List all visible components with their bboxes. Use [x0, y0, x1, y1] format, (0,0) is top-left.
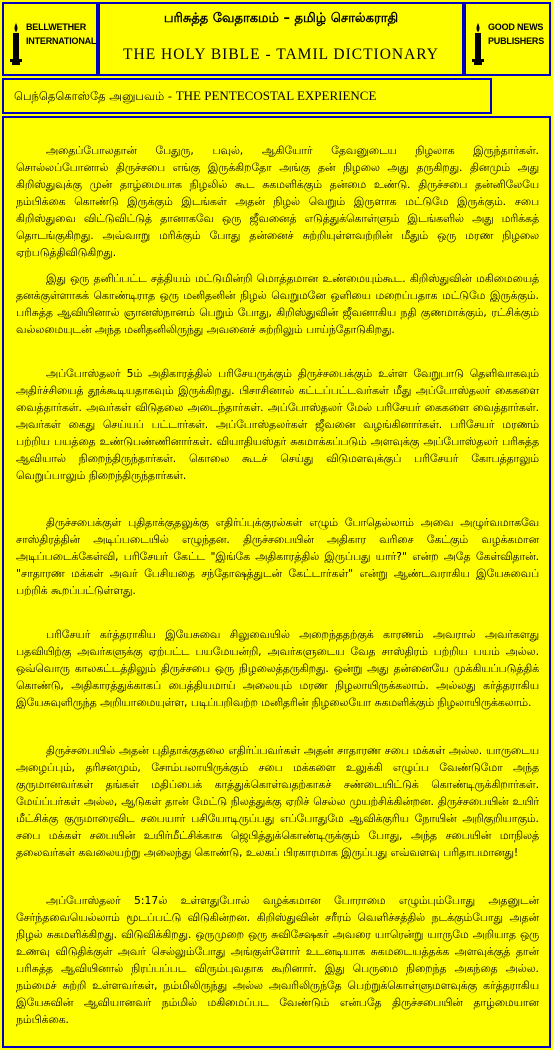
- paragraph: திருச்சபையில் அதன் புதிதாக்குதலை எதிர்ப்பவர்கள் அதன் சாதாரண சபை மக்கள் அல்ல. யாருடைய அழைப்பும், தரிசனமும், சோம்பலாயிருக்கும் சபை மக்களை உலுக்கி எழுப்ப வேண்டுமோ அந்த குருமானவர்கள் தங்கள் மதிப்பைக் காத்துக்கொள்வதற்காகச் சண்டையிட்டுக் கொண்டிருக்கிறார்கள். மேய்ப்பர்கள் அல்ல, ஆடுகள் தான் மேட்டு நிலத்துக்கு ஏறிச் செல்ல முயற்சிக்கின்றன. திருச்சபையின் உயிர் மீட்சிக்கு குருமாரைவிட சபையார் பசியோடிருப்பது எப்போதுமே ஆவிக்குரிய நோயின் அறிகுறியாகும். சபை மக்கள் சபையின் உயிர்மீட்சிக்காக ஜெபித்துக்கொண்டிருக்கும் போது, அந்த சபையின் மாநிலத் தலைவர்கள் கவலையற்று அலைந்து கொண்டு, உலகப் பிரகாரமாக இருப்பது எவ்வளவு பரிதாபமானது!: [16, 744, 539, 859]
- paragraph: அப்போஸ்தலர் 5ம் அதிகாரத்தில் பரிசேயருக்கும் திருச்சபைக்கும் உள்ள வேறுபாடு தெளிவாகவும் அதிர்ச்சியைத் தூக்கூடியதாகவும் இருக்கிறது. பிசாசினால் கட்டப்பட்டவர்கள் மீது அப்போஸ்தலர் கைகளை வைத்தார்கள். அவர்கள் விடுதலை அடைந்தார்கள். அப்போஸ்தலர் மேல் பரிசேயர் கைகளை வைத்தார்கள். அவர்கள் கைது செய்யப் பட்டார்கள். அப்போஸ்தலர்கள் ஜீவனை வழங்கினார்கள். பரிசேயர் மரணம் பற்றிய பயத்தை உண்டுபண்ணினார்கள். வியாதியஸ்தர் சுகமாக்கப்படும் அளவுக்கு அப்போஸ்தலர் பரிசுத்த ஆவியால் நிறைந்திருந்தார்கள். கொலை கூடச் செய்து விடுமளவுக்குப் பரிசேயர் கோபத்தாலும் வெறுப்பாலும் நிறைந்திருந்தார்கள்.: [16, 367, 539, 482]
- title-english: THE HOLY BIBLE - TAMIL DICTIONARY: [123, 46, 439, 63]
- title-tamil: பரிசுத்த வேதாகமம் – தமிழ் சொல்கராதி: [163, 11, 399, 26]
- paragraph: திருச்சபைக்குள் புதிதாக்குதலுக்கு எதிர்ப்புக்குரல்கள் எழும் போதெல்லாம் அவை அழுர்வமாகவே சாஸ்திரத்தின் அடிப்படையில் எழுந்தன. திருச்சபையின் அதிகார வரிசை கேட்கும் வழக்கமான அடிப்படைக்கேள்வி, பரிசேயர் கேட்ட "இங்கே அதிகாரத்தில் இருப்பது யார்?" என்ற அதே கேள்விதான். "சாதாரண மக்கள் அவர் பேசியதை சந்தோஷத்துடன் கேட்டார்கள்" என்று ஆண்டவராகிய இயேசுவைப் பற்றிக் கூறப்பட்டுள்ளது.: [16, 516, 539, 597]
- paragraph: இது ஒரு தனிப்பட்ட சத்தியம் மட்டுமின்றி மொத்தமான உண்மையும்கூட. கிறிஸ்துவின் மகிமையைத் தனக்குள்ளாகக் கொண்டிராத ஒரு மனிதனின் நிழல் வெறுமனே ஒளியை மறைப்பதாக மட்டுமே இருக்கும். பரிசுத்த ஆவியினால் ஞானஸ்நானம் பெறும் போது, கிறிஸ்துவின் ஜீவனாகிய நதி குணமாக்கும், ரட்சிக்கும் வல்லமையுடன் அந்த மனிதனிலிருந்து அவனைச் சுற்றிலும் பாய்ந்தோடுகிறது.: [16, 272, 539, 336]
- section-title: [14, 88, 376, 105]
- section-title-box: [2, 78, 492, 114]
- candle-icon: [10, 22, 22, 66]
- paragraph: பரிசேயர் கர்த்தராகிய இயேசுவை சிலுவையில் அறைந்ததற்குக் காரணம் அவரால் அவர்களது பதவியிற்கு அவர்களுக்கு ஏற்பட்ட பயமேயன்றி, அவர்களுடைய வேத சாஸ்திரம் பற்றிய பயம் அல்ல. ஒவ்வொரு காலகட்டத்திலும் திருச்சபை ஒரு நிழலைத்தருகிறது. ஒன்று அது தன்னையே முக்கியப்படுத்திக் கொண்டு, அதிகாரத்துக்காகப் பைத்தியமாய் அலையும் மரண நிழலாயிருக்கலாம். அல்லது கர்த்தராகிய இயேசுவுளிருந்த அறியாமையுள்ள, படிப்பறிவற்ற மனிதரின் நிழலையோ சுகமளிக்கும் நிழலாயிருக்கலாம்.: [16, 628, 539, 709]
- section-title-tamil: பெந்தெகொஸ்தே அனுபவம்: [14, 89, 165, 103]
- title-box: [98, 2, 464, 76]
- bellwether-logo-text: BELLWETHER INTERNATIONAL: [26, 22, 97, 46]
- candle-icon: [472, 22, 484, 66]
- good-news-logo-text: GOOD NEWS PUBLISHERS: [488, 22, 545, 46]
- left-logo-box: [2, 2, 98, 76]
- right-logo-box: [464, 2, 551, 76]
- section-title-english: THE PENTECOSTAL EXPERIENCE: [175, 88, 377, 103]
- paragraph: அதைப்போலதான் பேதுரு, பவுல், ஆகியோர் தேவனுடைய நிழலாக இருந்தார்கள். சொல்லப்போனால் திருச்சபை எங்கு இருக்கிறதோ அங்கு தன் நிழலை அது தருகிறது. தினமும் அது கிறிஸ்துவுக்கு முன் தாழ்மையாக நிழலில் கூட சுகமளிக்கும் தன்மை உண்டு. திருச்சபை தன்னிலேயே நம்பிக்கை கொண்டு இருக்கும் இடங்கள் அதன் நிழல் வெறும் இருளாக மட்டுமே இருக்கும். சபை கிறிஸ்துவை விட்டுவிட்டுத் தானாகவே ஒரு ஜீவனைத் எடுத்துக்கொள்ளும் இடங்களில் அது மரிக்கத் தொடங்குகிறது. அவ்வாறு மரிக்கும் போது தன்னைச் சுற்றியுள்ளவற்றின் மீதும் ஒரு மரண நிழலை ஏற்படுத்திவிடுகிறது.: [16, 144, 539, 259]
- section-title-separator: -: [164, 89, 176, 103]
- paragraph: அப்போஸ்தலர் 5:17ல் உள்ளதுபோல் வழக்கமான போராமை எழும்பும்போது அதனுடன் சேர்ந்தவையெல்லாம் மூடப்பட்டு விடுகின்றன. கிறிஸ்துவின் சரீரம் வெளிச்சத்தில் நடக்கும்போது அதன் நிழல் சுகமளிக்கிறது. விடுவிக்கிறது. ஒருமுறை ஒரு சுவிசேஷகர் அவரை யாரென்று யாருமே அறியாத ஒரு உணவு விடுதிக்குள் அவர் செல்லும்போது அங்குள்ளோர் உடனடியாக சுகமடையத்தக்க அளவுக்குத் தான் பரிசுத்த ஆவியினால் நிரப்பப்பட விரும்புவதாக கூறினார். இது பெருமை நிறைந்த அகந்தை அல்ல. நம்மைச் சுற்றி உள்ளவர்கள், நம்மிலிருந்து அல்ல அவரிலிருந்தே பெற்றுக்கொள்ளுமளவுக்கு கர்த்தராகிய இயேசுவின் ஆவியானவர் நம்மில் மகிமைப்பட வேண்டும் என்பதே திருச்சபையின் தாழ்மையான நம்பிக்கை.: [16, 894, 539, 1026]
- good-news-logo: [472, 14, 545, 68]
- article-body: [2, 116, 551, 1048]
- bellwether-logo: [10, 14, 97, 68]
